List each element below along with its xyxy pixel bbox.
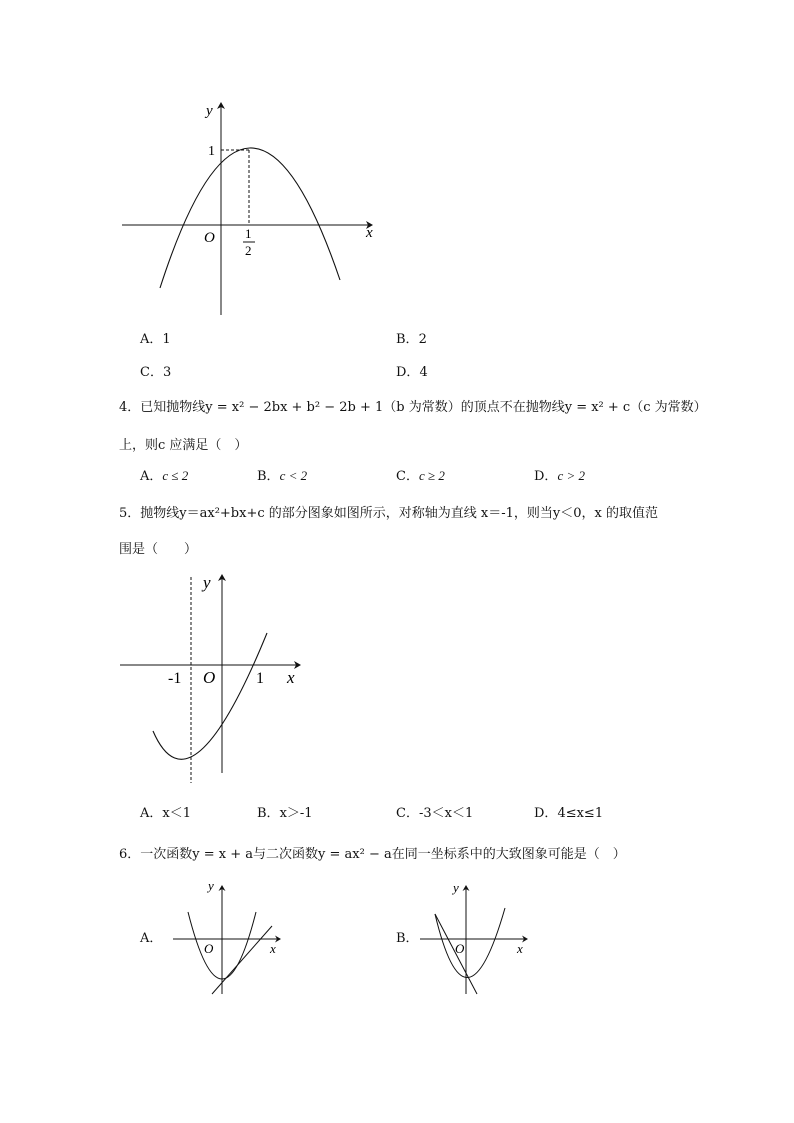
q6-option-b-label[interactable]: B．	[396, 931, 419, 946]
parabola-curve	[160, 148, 340, 288]
option-text: x＞-1	[279, 806, 313, 821]
x-axis-label: x	[287, 668, 295, 687]
q3-option-c[interactable]	[140, 364, 171, 382]
option-letter: D．	[534, 469, 558, 484]
option-text: c ≤ 2	[162, 468, 189, 483]
x-axis-label: x	[517, 941, 523, 956]
parabola-curve	[435, 908, 505, 978]
q5-option-b[interactable]	[257, 805, 313, 823]
q4-option-b[interactable]	[257, 467, 307, 486]
parabola-curve	[153, 633, 267, 759]
origin-label: O	[455, 941, 465, 956]
y-axis-label: y	[208, 878, 214, 893]
option-letter: D．	[396, 365, 420, 380]
q3-option-a[interactable]	[140, 331, 171, 349]
option-letter: A．	[140, 806, 163, 821]
q3-option-b[interactable]	[396, 331, 427, 349]
q6-option-a-label[interactable]: A．	[140, 931, 163, 946]
q6-graph-b[interactable]	[415, 876, 535, 996]
option-text: 2	[418, 332, 427, 347]
option-letter: A．	[140, 332, 163, 347]
q5-option-d[interactable]	[534, 805, 603, 823]
q5-option-c[interactable]	[396, 805, 473, 823]
y-axis-label: y	[206, 103, 213, 119]
x-axis-label: x	[366, 225, 373, 241]
q4-option-c[interactable]	[396, 467, 445, 486]
option-text: c ≥ 2	[418, 468, 445, 483]
x-tick-denominator: 2	[245, 243, 252, 258]
q3-option-d[interactable]	[396, 364, 428, 382]
option-text: c > 2	[557, 468, 585, 483]
line-graph	[212, 926, 272, 994]
option-text: 1	[162, 332, 171, 347]
q4-stem-line1: 4．已知抛物线y = x² − 2bx + b² − 2b + 1（b 为常数）的顶点不在抛物线y = x² + c（c 为常数）	[119, 400, 707, 415]
option-text: 4	[419, 365, 428, 380]
option-letter: C．	[396, 469, 419, 484]
parabola-graph-q5	[110, 565, 310, 785]
option-text: 3	[162, 365, 172, 380]
q5-stem-line1: 5．抛物线y＝ax²+bx+c 的部分图象如图所示，对称轴为直线 x＝-1，则当y＜0，x 的取值范	[119, 506, 658, 521]
x-tick-numerator: 1	[245, 226, 252, 241]
q6-graph-a[interactable]	[168, 876, 288, 996]
q4-option-d[interactable]	[534, 467, 585, 486]
y-axis-label: y	[203, 573, 211, 592]
parabola-graph-q3	[110, 95, 390, 325]
origin-label: O	[204, 230, 215, 246]
y-tick-label: 1	[208, 144, 215, 159]
x-tick-pos-label: 1	[256, 670, 264, 687]
option-text: 4≤x≤1	[557, 806, 604, 821]
option-text: c < 2	[279, 468, 308, 483]
option-text: -3＜x＜1	[418, 806, 474, 821]
option-text: x＜1	[162, 806, 191, 821]
origin-label: O	[204, 941, 214, 956]
q5-option-a[interactable]	[140, 805, 191, 823]
x-tick-neg-label: -1	[168, 670, 182, 687]
origin-label: O	[203, 668, 216, 687]
option-letter: C．	[396, 806, 419, 821]
option-letter: B．	[257, 469, 280, 484]
option-letter: B．	[396, 332, 419, 347]
option-letter: D．	[534, 806, 558, 821]
q5-stem-line2: 围是（ ）	[119, 542, 198, 557]
y-axis-label: y	[453, 880, 459, 895]
q4-stem-line2: 上，则c 应满足（ ）	[119, 438, 248, 453]
q4-option-a[interactable]	[140, 467, 188, 486]
q6-stem-line1: 6．一次函数y = x + a与二次函数y = ax² − a在同一坐标系中的大致图象可能是（ ）	[119, 847, 626, 862]
option-letter: B．	[257, 806, 280, 821]
option-letter: C．	[140, 365, 163, 380]
x-axis-label: x	[270, 941, 276, 956]
option-letter: A．	[140, 469, 163, 484]
